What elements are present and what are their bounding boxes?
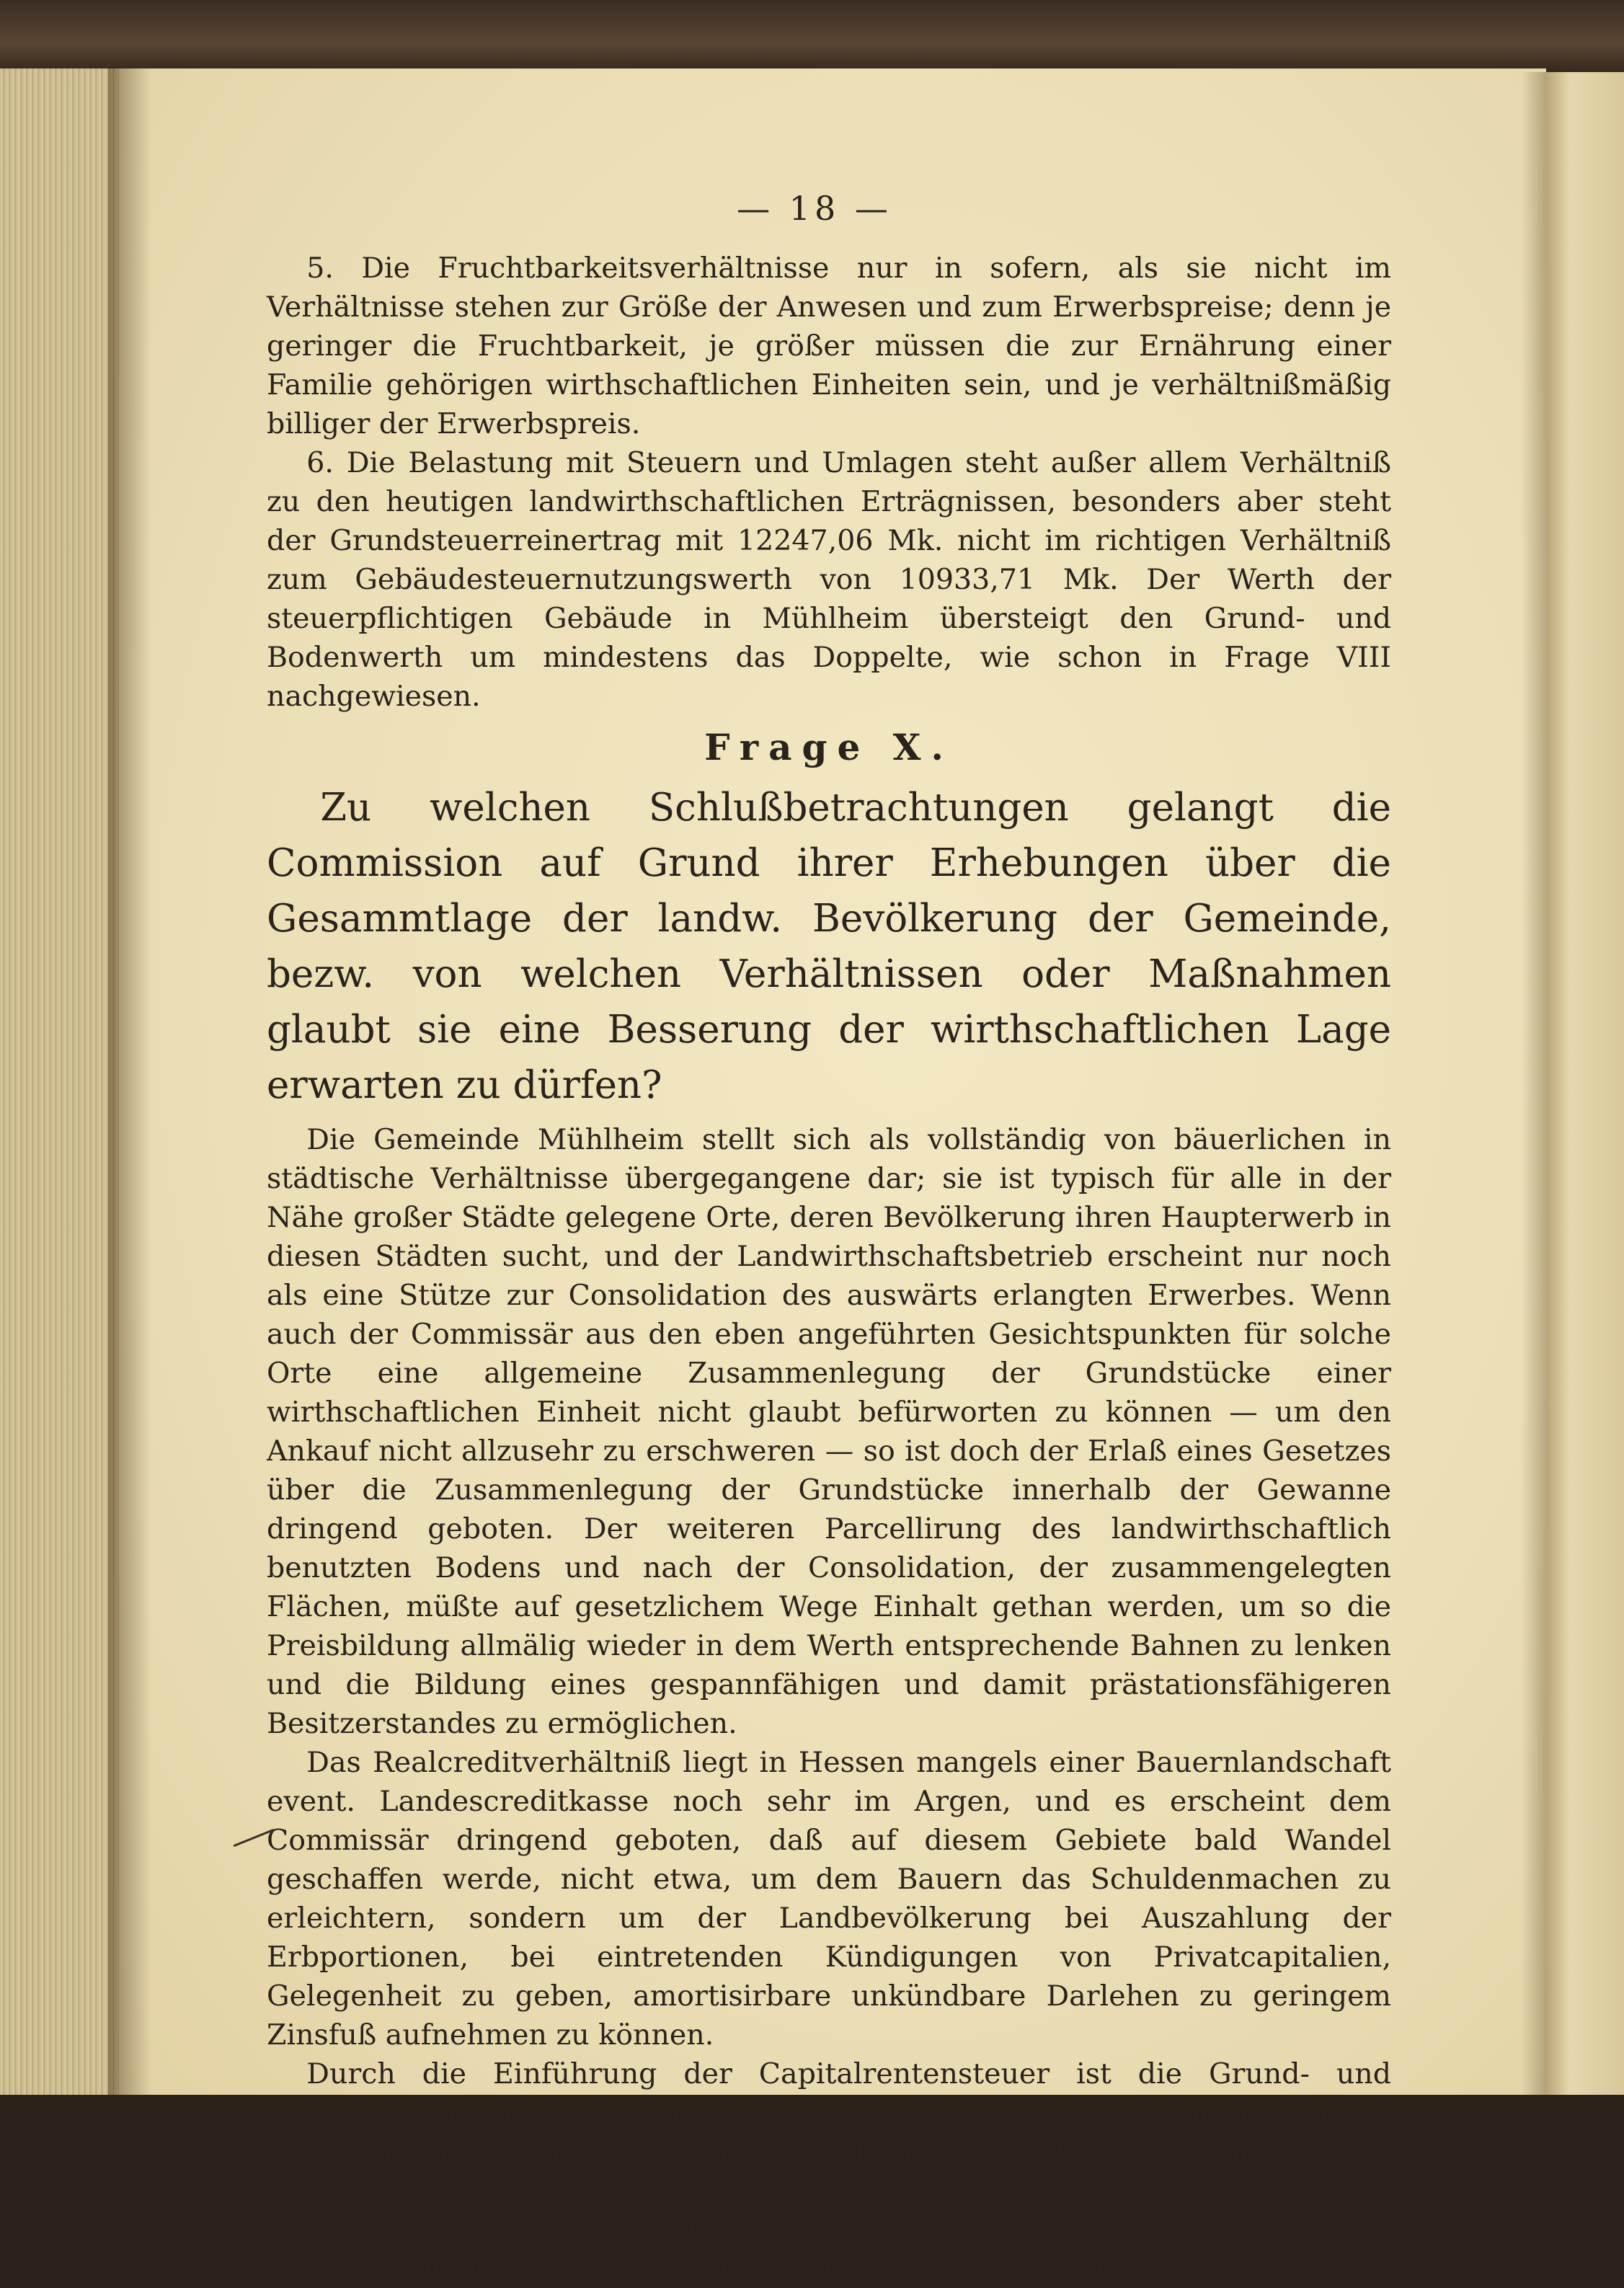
gutter-shadow xyxy=(108,68,151,2095)
question-text: Zu welchen Schlußbetrachtungen gelangt die Commission auf Grund ihrer Erhebungen über die Gesammtlage der landw. Bevölkerung der Gemeinde, bezw. von welchen Verhältnissen oder Maßnahmen glaubt sie eine Besserung der wirthschaftlichen Lage erwarten zu dürfen? xyxy=(267,786,1391,1107)
paragraph-capital-tax: Durch die Einführung der Capitalrentensteuer ist die Grund- und Gebäudesteuer in Hessen um etwas ermäßigt. Da diese Steuern in ihrer Gesammtheit quotisirt erscheinen (Grund-, Gebäude-, Einkommen-, Gewerbe- und Capitalrenten-Steuer), glaubt der Commissär im Interesse einer gerechteren Vertheilung der Communallasten in den städtischen Charakter habenden Orten Folgendes befürworten zu sollen: xyxy=(267,2057,1391,2285)
page-number: — 18 — xyxy=(737,189,892,228)
paragraph-item-5: 5. Die Fruchtbarkeitsverhältnisse nur in sofern, als sie nicht im Verhältnisse stehen zur Größe der Anwesen und zum Erwerbspreise; denn je geringer die Fruchtbarkeit, je größer müssen die zur Ernährung einer Familie gehörigen wirthschaftlichen Einheiten sein, und je verhältnißmäßig billiger der Erwerbspreis. xyxy=(267,252,1391,440)
book-binding xyxy=(0,0,1624,79)
page-text xyxy=(267,249,1391,2288)
facing-page-edge xyxy=(1546,72,1624,2095)
section-heading: Frage X. xyxy=(704,726,954,768)
paragraph-item-6: 6. Die Belastung mit Steuern und Umlagen steht außer allem Verhältniß zu den heutigen landwirthschaftlichen Erträgnissen, besonders aber steht der Grundsteuerreinertrag mit 12247,06 Mk. nicht im richtigen Verhältniß zum Gebäudesteuernutzungswerth von 10933,71 Mk. Der Werth der steuerpflichtigen Gebäude in Mühlheim übersteigt den Grund- und Bodenwerth um mindestens das Doppelte, wie schon in Frage VIII nachgewiesen. xyxy=(267,446,1391,713)
paragraph-realcredit: Das Realcreditverhältniß liegt in Hessen mangels einer Bauernlandschaft event. Landescreditkasse noch sehr im Argen, und es erscheint dem Commissär dringend geboten, daß auf diesem Gebiete bald Wandel geschaffen werde, nicht etwa, um dem Bauern das Schuldenmachen zu erleichtern, sondern um der Landbevölkerung bei Auszahlung der Erbportionen, bei eintretenden Kündigungen von Privatcapitalien, Gelegenheit zu geben, amortisirbare unkündbare Darlehen zu geringem Zinsfuß aufnehmen zu können. xyxy=(267,1746,1391,2052)
left-page-edges xyxy=(0,68,119,2095)
paragraph-consolidation: Die Gemeinde Mühlheim stellt sich als vollständig von bäuerlichen in städtische Verhältnisse übergegangene dar; sie ist typisch für alle in der Nähe großer Städte gelegene Orte, deren Bevölkerung ihren Haupterwerb in diesen Städten sucht, und der Landwirthschaftsbetrieb erscheint nur noch als eine Stütze zur Consolidation des auswärts erlangten Erwerbes. Wenn auch der Commissär aus den eben angeführten Gesichtspunkten für solche Orte eine allgemeine Zusammenlegung der Grundstücke einer wirthschaftlichen Einheit nicht glaubt befürworten zu können — um den Ankauf nicht allzusehr zu erschweren — so ist doch der Erlaß eines Gesetzes über die Zusammenlegung der Grundstücke innerhalb der Gewanne dringend geboten. Der weiteren Parcellirung des landwirthschaftlich benutzten Bodens und nach der Consolidation, der zusammengelegten Flächen, müßte auf gesetzlichem Wege Einhalt gethan werden, um so die Preisbildung allmälig wieder in dem Werth entsprechende Bahnen zu lenken und die Bildung eines gespannfähigen und damit prästationsfähigeren Besitzerstandes zu ermöglichen. xyxy=(267,1123,1391,1740)
